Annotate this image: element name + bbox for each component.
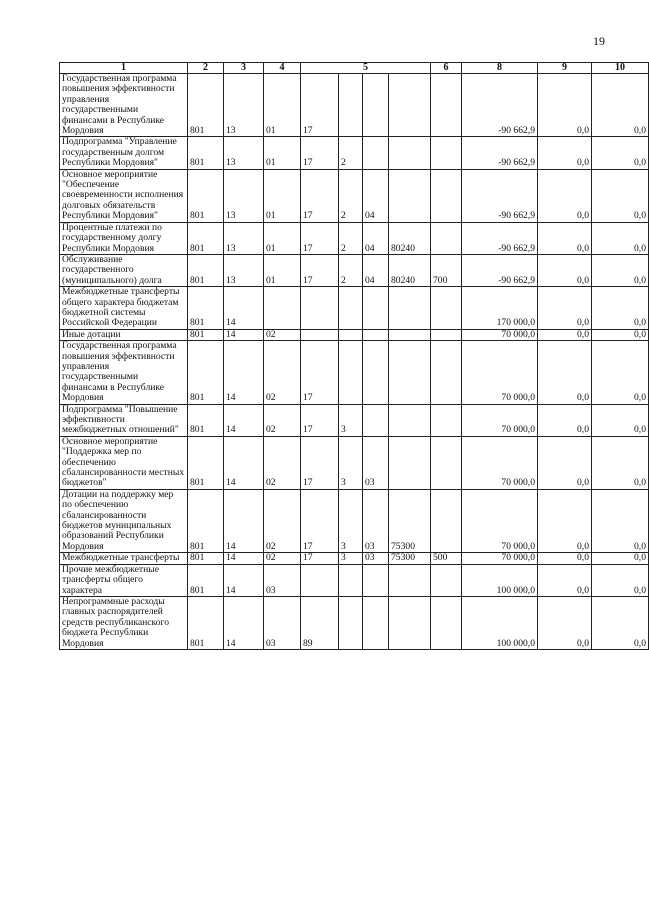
row-col-2: 801 <box>188 404 224 436</box>
row-col-4: 02 <box>264 436 301 489</box>
row-col-9: 0,0 <box>538 404 592 436</box>
row-col-5-event: 04 <box>363 254 389 286</box>
row-name: Основное мероприятие "Поддержка мер по обеспечению сбалансированности местных бюджетов" <box>60 436 188 489</box>
row-name: Подпрограмма "Повышение эффективности межбюджетных отношений" <box>60 404 188 436</box>
row-col-9: 0,0 <box>538 329 592 340</box>
row-col-3: 14 <box>224 596 264 649</box>
row-col-8-amount: -90 662,9 <box>462 222 538 254</box>
row-col-5-direction <box>389 436 431 489</box>
header-col-8: 8 <box>462 63 538 74</box>
row-col-8-amount: -90 662,9 <box>462 137 538 169</box>
row-name: Межбюджетные трансферты <box>60 553 188 564</box>
row-col-10: 0,0 <box>592 341 649 404</box>
row-col-6 <box>431 169 462 222</box>
row-col-5-event <box>363 596 389 649</box>
row-col-8-amount: 70 000,0 <box>462 489 538 552</box>
row-col-5-subprogram: 2 <box>339 169 363 222</box>
row-col-6: 500 <box>431 553 462 564</box>
row-col-5-direction <box>389 287 431 330</box>
row-col-5-program: 17 <box>301 436 339 489</box>
row-col-5-direction <box>389 564 431 596</box>
row-col-10: 0,0 <box>592 169 649 222</box>
row-col-6 <box>431 137 462 169</box>
row-col-5-event <box>363 404 389 436</box>
row-col-9: 0,0 <box>538 169 592 222</box>
row-col-5-program <box>301 287 339 330</box>
table-row <box>60 137 649 169</box>
row-col-9: 0,0 <box>538 137 592 169</box>
row-col-8-amount: 100 000,0 <box>462 596 538 649</box>
row-col-5-direction: 80240 <box>389 222 431 254</box>
row-col-10: 0,0 <box>592 222 649 254</box>
row-col-5-event <box>363 341 389 404</box>
row-col-5-direction <box>389 137 431 169</box>
row-col-5-event <box>363 74 389 137</box>
row-col-4: 02 <box>264 489 301 552</box>
row-col-10: 0,0 <box>592 74 649 137</box>
row-col-4: 01 <box>264 254 301 286</box>
row-col-3: 13 <box>224 222 264 254</box>
row-col-9: 0,0 <box>538 596 592 649</box>
row-name: Обслуживание государственного (муниципального) долга <box>60 254 188 286</box>
row-col-4 <box>264 287 301 330</box>
row-col-4: 02 <box>264 553 301 564</box>
row-col-6 <box>431 329 462 340</box>
row-col-6 <box>431 287 462 330</box>
row-col-2: 801 <box>188 341 224 404</box>
table-row <box>60 222 649 254</box>
header-col-3: 3 <box>224 63 264 74</box>
table-row <box>60 404 649 436</box>
row-col-4: 01 <box>264 137 301 169</box>
row-col-5-program <box>301 564 339 596</box>
row-col-3: 14 <box>224 341 264 404</box>
row-col-9: 0,0 <box>538 553 592 564</box>
header-col-1: 1 <box>60 63 188 74</box>
row-col-4: 03 <box>264 596 301 649</box>
row-col-10: 0,0 <box>592 553 649 564</box>
row-col-3: 13 <box>224 169 264 222</box>
row-col-5-subprogram <box>339 329 363 340</box>
row-col-8-amount: 70 000,0 <box>462 404 538 436</box>
row-col-3: 13 <box>224 137 264 169</box>
row-col-10: 0,0 <box>592 564 649 596</box>
row-col-6 <box>431 436 462 489</box>
row-col-5-subprogram <box>339 287 363 330</box>
row-col-5-direction <box>389 596 431 649</box>
row-col-5-direction <box>389 74 431 137</box>
row-col-2: 801 <box>188 74 224 137</box>
row-name: Подпрограмма "Управление государственным долгом Республики Мордовия" <box>60 137 188 169</box>
row-col-5-program: 17 <box>301 222 339 254</box>
row-col-5-subprogram: 2 <box>339 254 363 286</box>
row-col-5-subprogram: 3 <box>339 404 363 436</box>
row-col-3: 14 <box>224 436 264 489</box>
row-col-3: 14 <box>224 329 264 340</box>
row-name: Непрограммные расходы главных распорядителей средств республиканского бюджета Республики Мордовия <box>60 596 188 649</box>
row-col-4: 02 <box>264 341 301 404</box>
row-col-8-amount: 70 000,0 <box>462 329 538 340</box>
row-col-10: 0,0 <box>592 329 649 340</box>
table-row <box>60 489 649 552</box>
table-row <box>60 169 649 222</box>
table-row <box>60 287 649 330</box>
row-col-10: 0,0 <box>592 596 649 649</box>
row-col-5-event: 04 <box>363 169 389 222</box>
row-col-8-amount: -90 662,9 <box>462 254 538 286</box>
row-col-5-direction <box>389 169 431 222</box>
row-col-3: 14 <box>224 489 264 552</box>
row-col-5-event <box>363 329 389 340</box>
row-col-2: 801 <box>188 329 224 340</box>
table-row <box>60 553 649 564</box>
row-col-2: 801 <box>188 287 224 330</box>
row-col-10: 0,0 <box>592 489 649 552</box>
row-col-5-event <box>363 137 389 169</box>
row-name: Государственная программа повышения эффективности управления государственными финансами в Республике Мордовия <box>60 341 188 404</box>
row-col-8-amount: 70 000,0 <box>462 341 538 404</box>
table-row <box>60 254 649 286</box>
row-name: Дотации на поддержку мер по обеспечению сбалансированности бюджетов муниципальных образований Республики Мордовия <box>60 489 188 552</box>
page-number: 19 <box>593 34 605 48</box>
header-col-9: 9 <box>538 63 592 74</box>
row-col-3: 14 <box>224 553 264 564</box>
row-col-5-direction <box>389 404 431 436</box>
row-name: Межбюджетные трансферты общего характера бюджетам бюджетной системы Российской Федерации <box>60 287 188 330</box>
row-col-8-amount: 100 000,0 <box>462 564 538 596</box>
row-name: Государственная программа повышения эффективности управления государственными финансами в Республике Мордовия <box>60 74 188 137</box>
row-col-9: 0,0 <box>538 564 592 596</box>
row-col-2: 801 <box>188 596 224 649</box>
row-col-6 <box>431 222 462 254</box>
table-body <box>60 74 649 650</box>
row-col-9: 0,0 <box>538 74 592 137</box>
row-col-3: 13 <box>224 254 264 286</box>
row-col-8-amount: 70 000,0 <box>462 436 538 489</box>
table-row <box>60 596 649 649</box>
header-col-2: 2 <box>188 63 224 74</box>
row-col-2: 801 <box>188 137 224 169</box>
row-col-5-event: 03 <box>363 489 389 552</box>
header-col-5: 5 <box>301 63 431 74</box>
row-col-5-direction: 75300 <box>389 553 431 564</box>
row-col-4: 01 <box>264 74 301 137</box>
row-col-5-program: 17 <box>301 553 339 564</box>
row-col-3: 14 <box>224 287 264 330</box>
row-col-5-subprogram: 2 <box>339 137 363 169</box>
table-row <box>60 341 649 404</box>
header-row <box>60 63 649 74</box>
row-col-2: 801 <box>188 222 224 254</box>
table-row <box>60 436 649 489</box>
row-name: Основное мероприятие "Обеспечение своевременности исполнения долговых обязательств Республики Мордовия" <box>60 169 188 222</box>
row-col-9: 0,0 <box>538 341 592 404</box>
row-name: Процентные платежи по государственному долгу Республики Мордовия <box>60 222 188 254</box>
row-col-8-amount: -90 662,9 <box>462 169 538 222</box>
row-col-5-event: 03 <box>363 553 389 564</box>
row-col-4: 02 <box>264 329 301 340</box>
row-col-2: 801 <box>188 436 224 489</box>
row-col-3: 13 <box>224 74 264 137</box>
row-col-5-program: 17 <box>301 489 339 552</box>
row-col-2: 801 <box>188 169 224 222</box>
header-col-6: 6 <box>431 63 462 74</box>
row-col-5-event: 03 <box>363 436 389 489</box>
row-col-5-program: 17 <box>301 341 339 404</box>
row-col-4: 01 <box>264 222 301 254</box>
row-col-5-subprogram <box>339 564 363 596</box>
row-col-5-event: 04 <box>363 222 389 254</box>
row-col-5-subprogram: 3 <box>339 553 363 564</box>
row-col-9: 0,0 <box>538 489 592 552</box>
table-row <box>60 74 649 137</box>
row-col-4: 01 <box>264 169 301 222</box>
row-col-5-direction <box>389 341 431 404</box>
row-col-6 <box>431 564 462 596</box>
row-col-6: 700 <box>431 254 462 286</box>
table-row <box>60 564 649 596</box>
row-col-5-subprogram: 2 <box>339 222 363 254</box>
header-col-10: 10 <box>592 63 649 74</box>
row-name: Иные дотации <box>60 329 188 340</box>
row-col-5-program: 17 <box>301 169 339 222</box>
row-col-5-direction <box>389 329 431 340</box>
row-col-10: 0,0 <box>592 404 649 436</box>
row-col-5-program: 17 <box>301 254 339 286</box>
row-col-6 <box>431 341 462 404</box>
row-col-2: 801 <box>188 564 224 596</box>
row-col-5-subprogram: 3 <box>339 436 363 489</box>
row-col-6 <box>431 489 462 552</box>
row-col-9: 0,0 <box>538 436 592 489</box>
row-col-3: 14 <box>224 564 264 596</box>
row-col-5-program: 17 <box>301 137 339 169</box>
row-col-3: 14 <box>224 404 264 436</box>
row-col-8-amount: 70 000,0 <box>462 553 538 564</box>
row-col-6 <box>431 596 462 649</box>
row-col-9: 0,0 <box>538 222 592 254</box>
row-col-9: 0,0 <box>538 254 592 286</box>
row-col-5-subprogram: 3 <box>339 489 363 552</box>
row-col-10: 0,0 <box>592 254 649 286</box>
row-col-5-event <box>363 564 389 596</box>
row-col-6 <box>431 404 462 436</box>
row-col-5-event <box>363 287 389 330</box>
row-col-4: 03 <box>264 564 301 596</box>
row-col-8-amount: -90 662,9 <box>462 74 538 137</box>
row-col-2: 801 <box>188 254 224 286</box>
row-col-10: 0,0 <box>592 287 649 330</box>
row-col-5-program: 17 <box>301 404 339 436</box>
row-col-8-amount: 170 000,0 <box>462 287 538 330</box>
row-col-10: 0,0 <box>592 436 649 489</box>
row-col-5-direction: 75300 <box>389 489 431 552</box>
row-col-9: 0,0 <box>538 287 592 330</box>
row-col-5-program <box>301 329 339 340</box>
row-col-5-direction: 80240 <box>389 254 431 286</box>
row-col-10: 0,0 <box>592 137 649 169</box>
row-col-2: 801 <box>188 489 224 552</box>
row-col-5-program: 89 <box>301 596 339 649</box>
row-col-6 <box>431 74 462 137</box>
row-col-5-subprogram <box>339 341 363 404</box>
row-col-5-program: 17 <box>301 74 339 137</box>
row-col-5-subprogram <box>339 596 363 649</box>
table-row <box>60 329 649 340</box>
row-col-5-subprogram <box>339 74 363 137</box>
budget-table <box>59 62 649 650</box>
row-col-4: 02 <box>264 404 301 436</box>
row-name: Прочие межбюджетные трансферты общего характера <box>60 564 188 596</box>
row-col-2: 801 <box>188 553 224 564</box>
header-col-4: 4 <box>264 63 301 74</box>
